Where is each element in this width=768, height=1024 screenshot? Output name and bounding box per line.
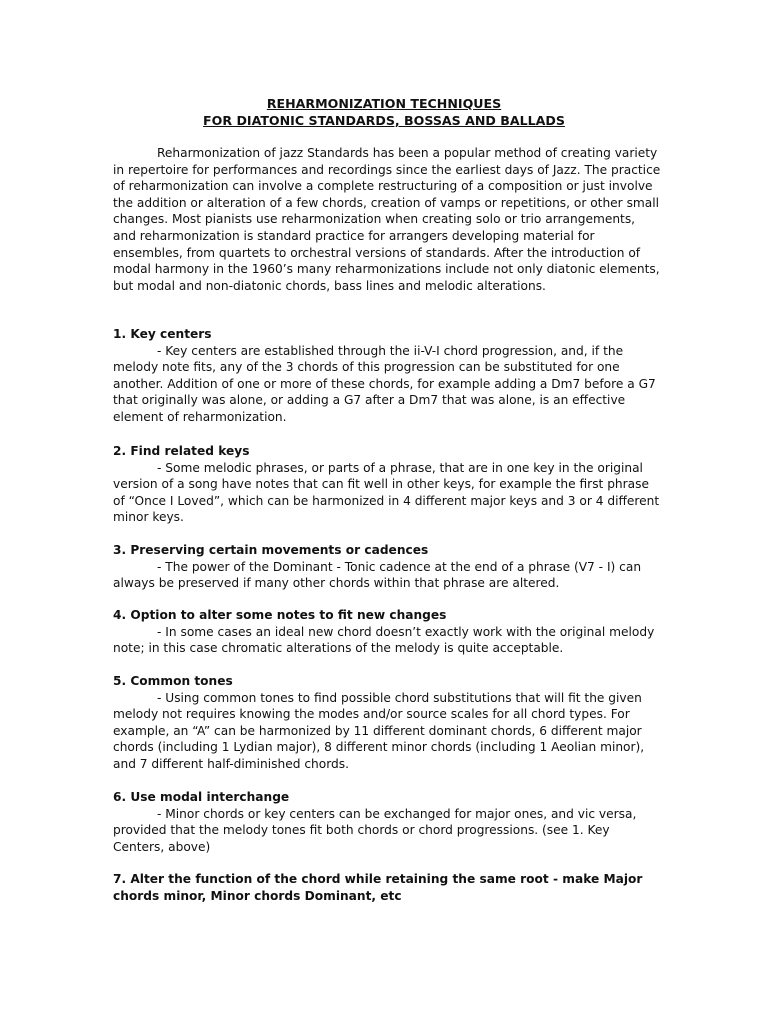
document-title bbox=[0, 95, 768, 129]
section-key-centers bbox=[113, 326, 661, 426]
section-alter-chord-function bbox=[113, 871, 661, 904]
title-line-2: FOR DIATONIC STANDARDS, BOSSAS AND BALLADS bbox=[203, 113, 565, 128]
section-common-tones bbox=[113, 673, 661, 773]
section-heading: 6. Use modal interchange bbox=[113, 790, 290, 804]
section-heading: 2. Find related keys bbox=[113, 444, 250, 458]
section-heading: 5. Common tones bbox=[113, 674, 233, 688]
intro-paragraph: Reharmonization of jazz Standards has been a popular method of creating variety in repertoire for performances and recordings since the earliest days of Jazz. The practice of reharmonization can involve a complete restructuring of a composition or just involve the addition or alteration of a few chords, creation of vamps or repetitions, or other small changes. Most pianists use reharmonization when creating solo or trio arrangements, and reharmonization is standard practice for arrangers developing material for ensembles, from quartets to orchestral versions of standards. After the introduction of modal harmony in the 1960’s many reharmonizations include not only diatonic elements, but modal and non-diatonic chords, bass lines and melodic alterations. bbox=[113, 146, 661, 293]
section-text: - Minor chords or key centers can be exchanged for major ones, and vic versa, provided that the melody tones fit both chords or chord progressions. (see 1. Key Centers, above) bbox=[113, 806, 637, 854]
title-line-1: REHARMONIZATION TECHNIQUES bbox=[266, 96, 502, 111]
section-modal-interchange bbox=[113, 789, 661, 855]
section-text: - Some melodic phrases, or parts of a phrase, that are in one key in the original version of a song have notes that can fit well in other keys, for example the first phrase of “Once I Loved”, which can be harmonized in 4 different major keys and 3 or 4 different minor keys. bbox=[113, 460, 660, 525]
section-heading: 7. Alter the function of the chord while retaining the same root - make Major chords minor, Minor chords Dominant, etc bbox=[113, 872, 643, 903]
intro-section bbox=[113, 145, 661, 294]
section-heading: 4. Option to alter some notes to fit new changes bbox=[113, 608, 447, 622]
section-text: - The power of the Dominant - Tonic cadence at the end of a phrase (V7 - I) can always be preserved if many other chords within that phrase are altered. bbox=[113, 559, 642, 591]
section-text: - Using common tones to find possible chord substitutions that will fit the given melody not requires knowing the modes and/or source scales for all chord types. For example, an “A” can be harmonized by 11 different dominant chords, 6 different major chords (including 1 Lydian major), 8 different minor chords (including 1 Aeolian minor), and 7 different half-diminished chords. bbox=[113, 690, 645, 771]
section-heading: 3. Preserving certain movements or cadences bbox=[113, 543, 429, 557]
section-preserving-cadences bbox=[113, 542, 661, 592]
section-text: - Key centers are established through the ii-V-I chord progression, and, if the melody note fits, any of the 3 chords of this progression can be substituted for one another. Addition of one or more of these chords, for example adding a Dm7 before a G7 that originally was alone, or adding a G7 after a Dm7 that was alone, is an effective element of reharmonization. bbox=[113, 343, 656, 424]
section-text: - In some cases an ideal new chord doesn’t exactly work with the original melody note; in this case chromatic alterations of the melody is quite acceptable. bbox=[113, 624, 655, 656]
section-heading: 1. Key centers bbox=[113, 327, 212, 341]
section-find-related-keys bbox=[113, 443, 661, 526]
section-alter-notes bbox=[113, 607, 661, 657]
